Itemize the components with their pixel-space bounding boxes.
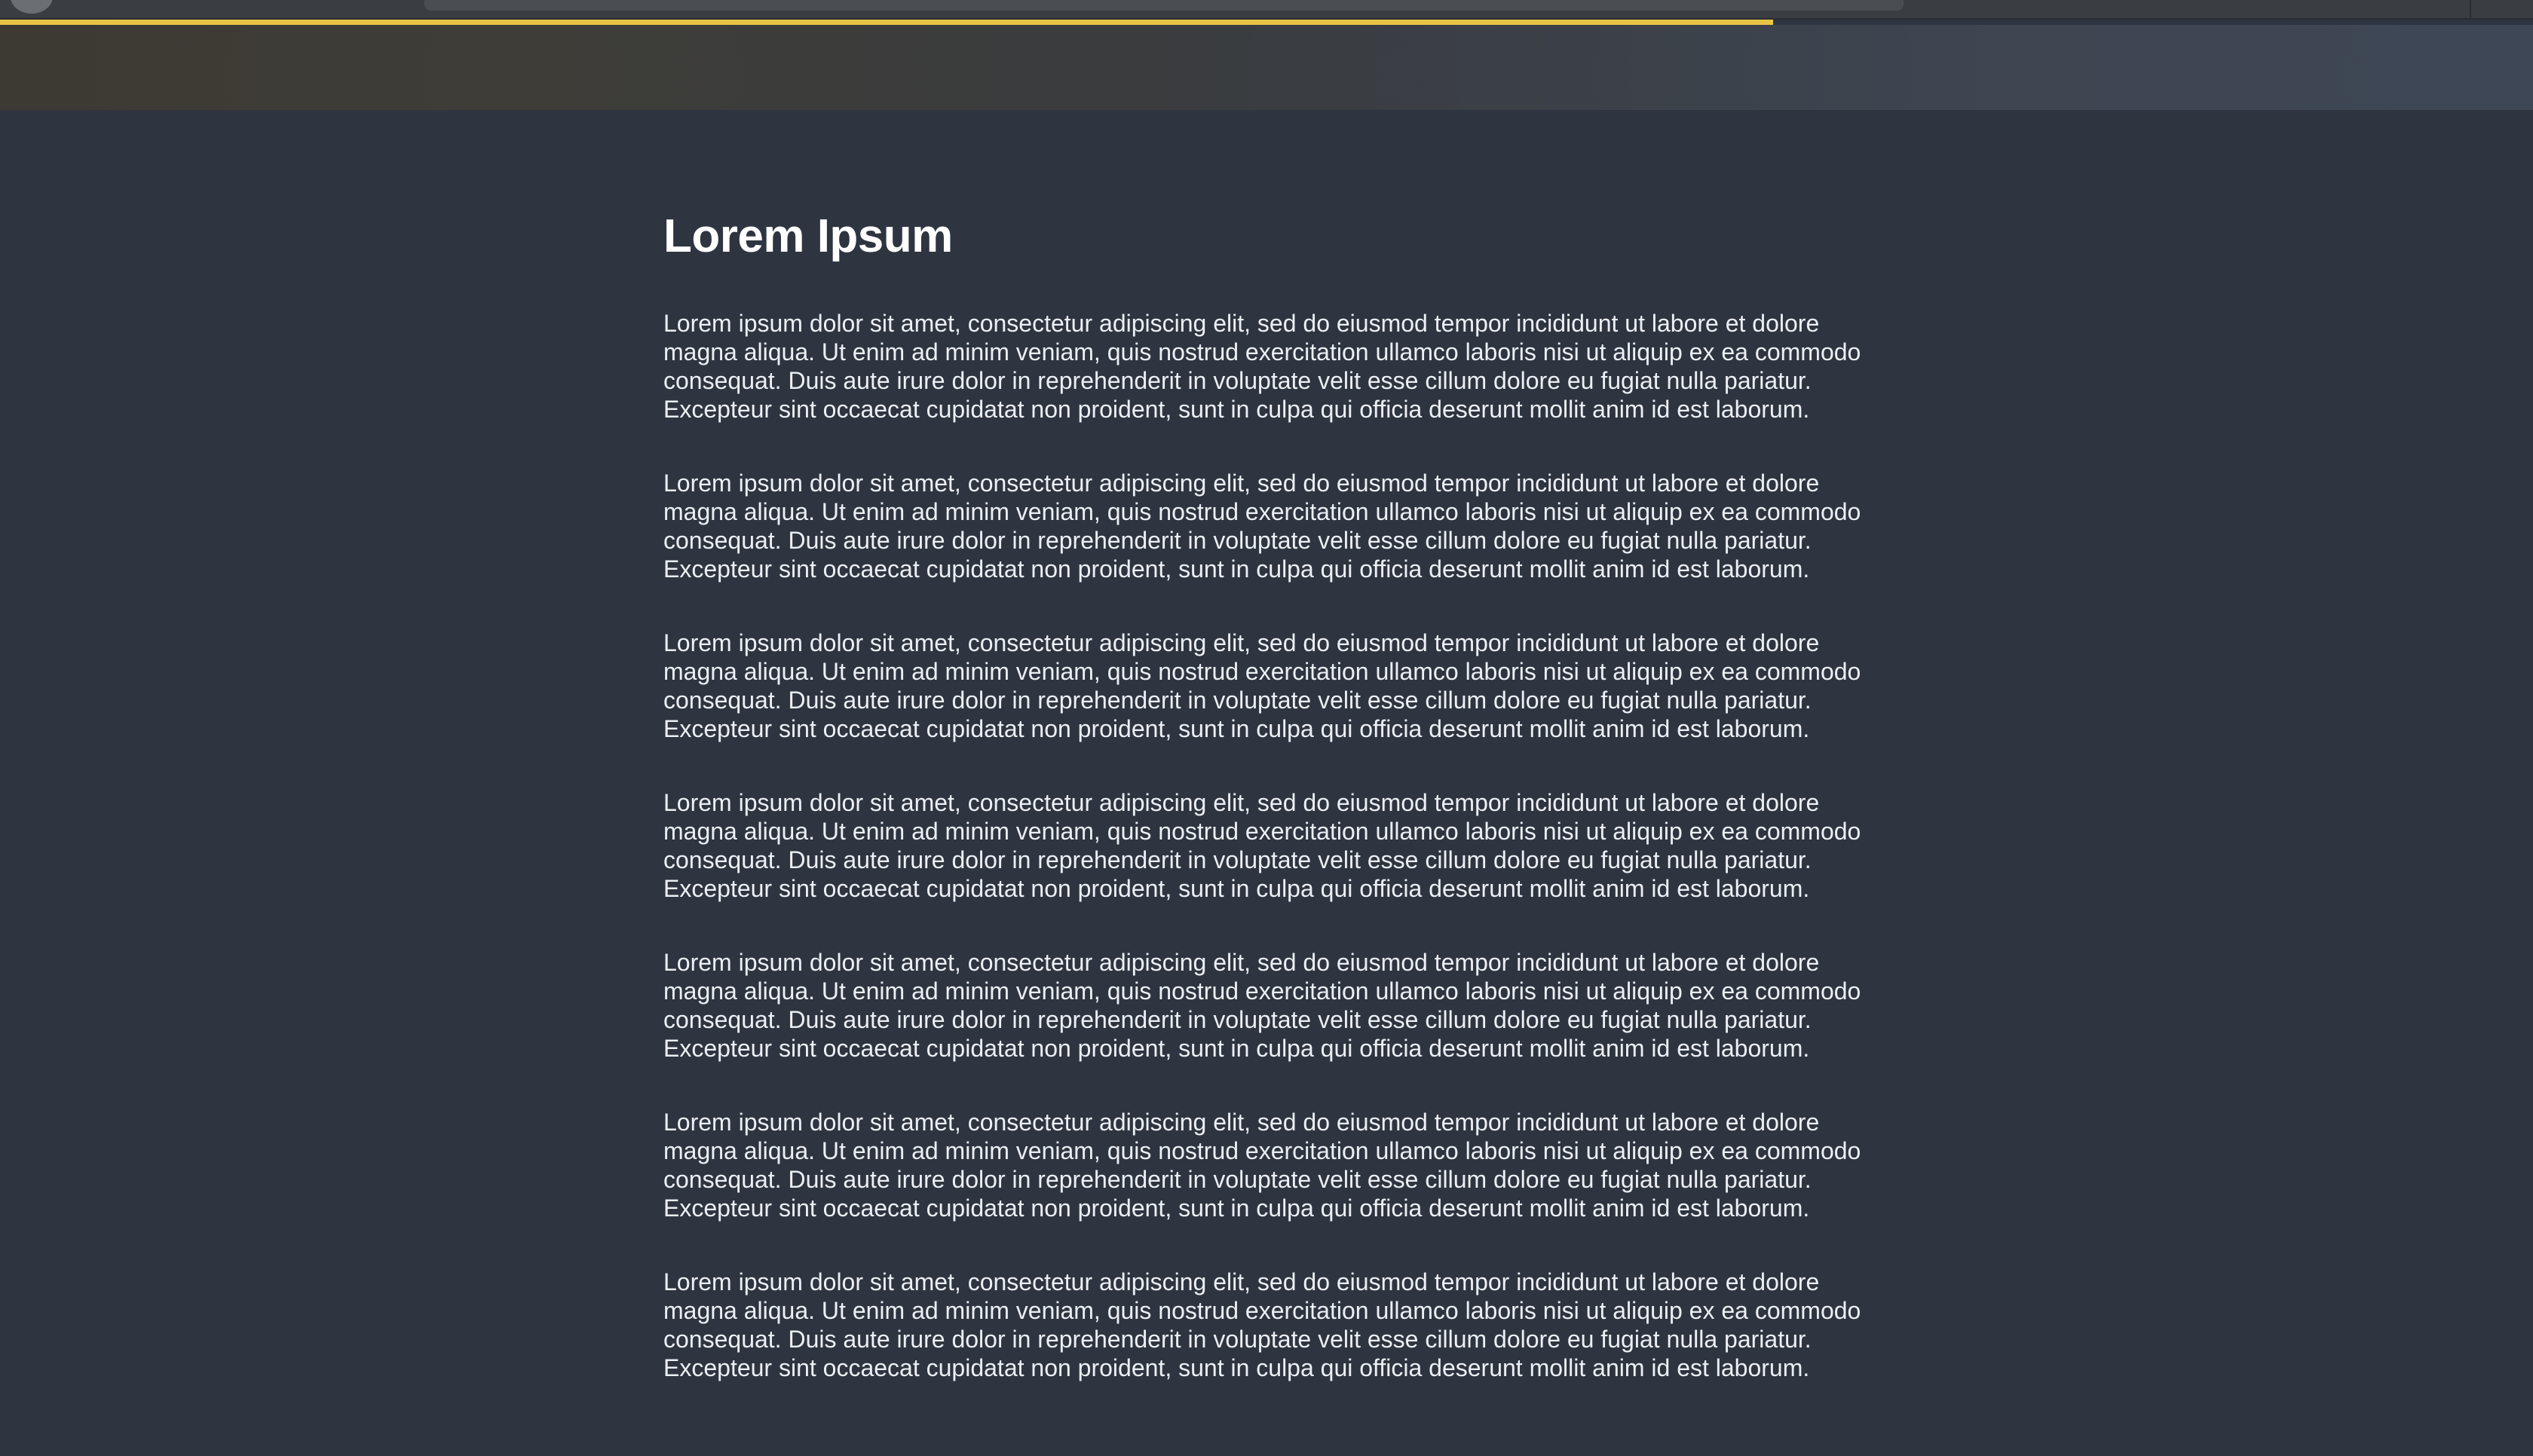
article xyxy=(663,211,1870,1427)
page-load-progress xyxy=(0,20,2533,25)
page-title: Lorem Ipsum xyxy=(663,210,953,262)
page-header xyxy=(0,25,2533,110)
article-paragraph: Lorem ipsum dolor sit amet, consectetur adipiscing elit, sed do eiusmod tempor incididunt ut labore et dolore magna aliqua. Ut enim ad minim veniam, quis nostrud exercitation ullamco laboris nisi ut aliquip ex ea commodo consequat. Duis aute irure dolor in reprehenderit in voluptate velit esse cillum dolore eu fugiat nulla pariatur. Excepteur sint occaecat cupidatat non proident, sunt in culpa qui officia deserunt mollit anim id est laborum. xyxy=(663,470,1861,583)
article-paragraph: Lorem ipsum dolor sit amet, consectetur adipiscing elit, sed do eiusmod tempor incididunt ut labore et dolore magna aliqua. Ut enim ad minim veniam, quis nostrud exercitation ullamco laboris nisi ut aliquip ex ea commodo consequat. Duis aute irure dolor in reprehenderit in voluptate velit esse cillum dolore eu fugiat nulla pariatur. Excepteur sint occaecat cupidatat non proident, sunt in culpa qui officia deserunt mollit anim id est laborum. xyxy=(663,1268,1861,1382)
article-paragraph: Lorem ipsum dolor sit amet, consectetur adipiscing elit, sed do eiusmod tempor incididunt ut labore et dolore magna aliqua. Ut enim ad minim veniam, quis nostrud exercitation ullamco laboris nisi ut aliquip ex ea commodo consequat. Duis aute irure dolor in reprehenderit in voluptate velit esse cillum dolore eu fugiat nulla pariatur. Excepteur sint occaecat cupidatat non proident, sunt in culpa qui officia deserunt mollit anim id est laborum. xyxy=(663,1109,1861,1222)
toolbar-button[interactable] xyxy=(11,0,53,14)
browser-toolbar xyxy=(0,0,2533,20)
address-bar[interactable] xyxy=(424,0,1904,11)
article-paragraph: Lorem ipsum dolor sit amet, consectetur adipiscing elit, sed do eiusmod tempor incididunt ut labore et dolore magna aliqua. Ut enim ad minim veniam, quis nostrud exercitation ullamco laboris nisi ut aliquip ex ea commodo consequat. Duis aute irure dolor in reprehenderit in voluptate velit esse cillum dolore eu fugiat nulla pariatur. Excepteur sint occaecat cupidatat non proident, sunt in culpa qui officia deserunt mollit anim id est laborum. xyxy=(663,789,1861,903)
page-load-progress-fill xyxy=(0,20,1773,25)
article-paragraph: Lorem ipsum dolor sit amet, consectetur adipiscing elit, sed do eiusmod tempor incididunt ut labore et dolore magna aliqua. Ut enim ad minim veniam, quis nostrud exercitation ullamco laboris nisi ut aliquip ex ea commodo consequat. Duis aute irure dolor in reprehenderit in voluptate velit esse cillum dolore eu fugiat nulla pariatur. Excepteur sint occaecat cupidatat non proident, sunt in culpa qui officia deserunt mollit anim id est laborum. xyxy=(663,310,1861,424)
article-paragraph: Lorem ipsum dolor sit amet, consectetur adipiscing elit, sed do eiusmod tempor incididunt ut labore et dolore magna aliqua. Ut enim ad minim veniam, quis nostrud exercitation ullamco laboris nisi ut aliquip ex ea commodo consequat. Duis aute irure dolor in reprehenderit in voluptate velit esse cillum dolore eu fugiat nulla pariatur. Excepteur sint occaecat cupidatat non proident, sunt in culpa qui officia deserunt mollit anim id est laborum. xyxy=(663,629,1861,743)
article-paragraph: Lorem ipsum dolor sit amet, consectetur adipiscing elit, sed do eiusmod tempor incididunt ut labore et dolore magna aliqua. Ut enim ad minim veniam, quis nostrud exercitation ullamco laboris nisi ut aliquip ex ea commodo consequat. Duis aute irure dolor in reprehenderit in voluptate velit esse cillum dolore eu fugiat nulla pariatur. Excepteur sint occaecat cupidatat non proident, sunt in culpa qui officia deserunt mollit anim id est laborum. xyxy=(663,949,1861,1063)
toolbar-divider xyxy=(2470,0,2471,20)
